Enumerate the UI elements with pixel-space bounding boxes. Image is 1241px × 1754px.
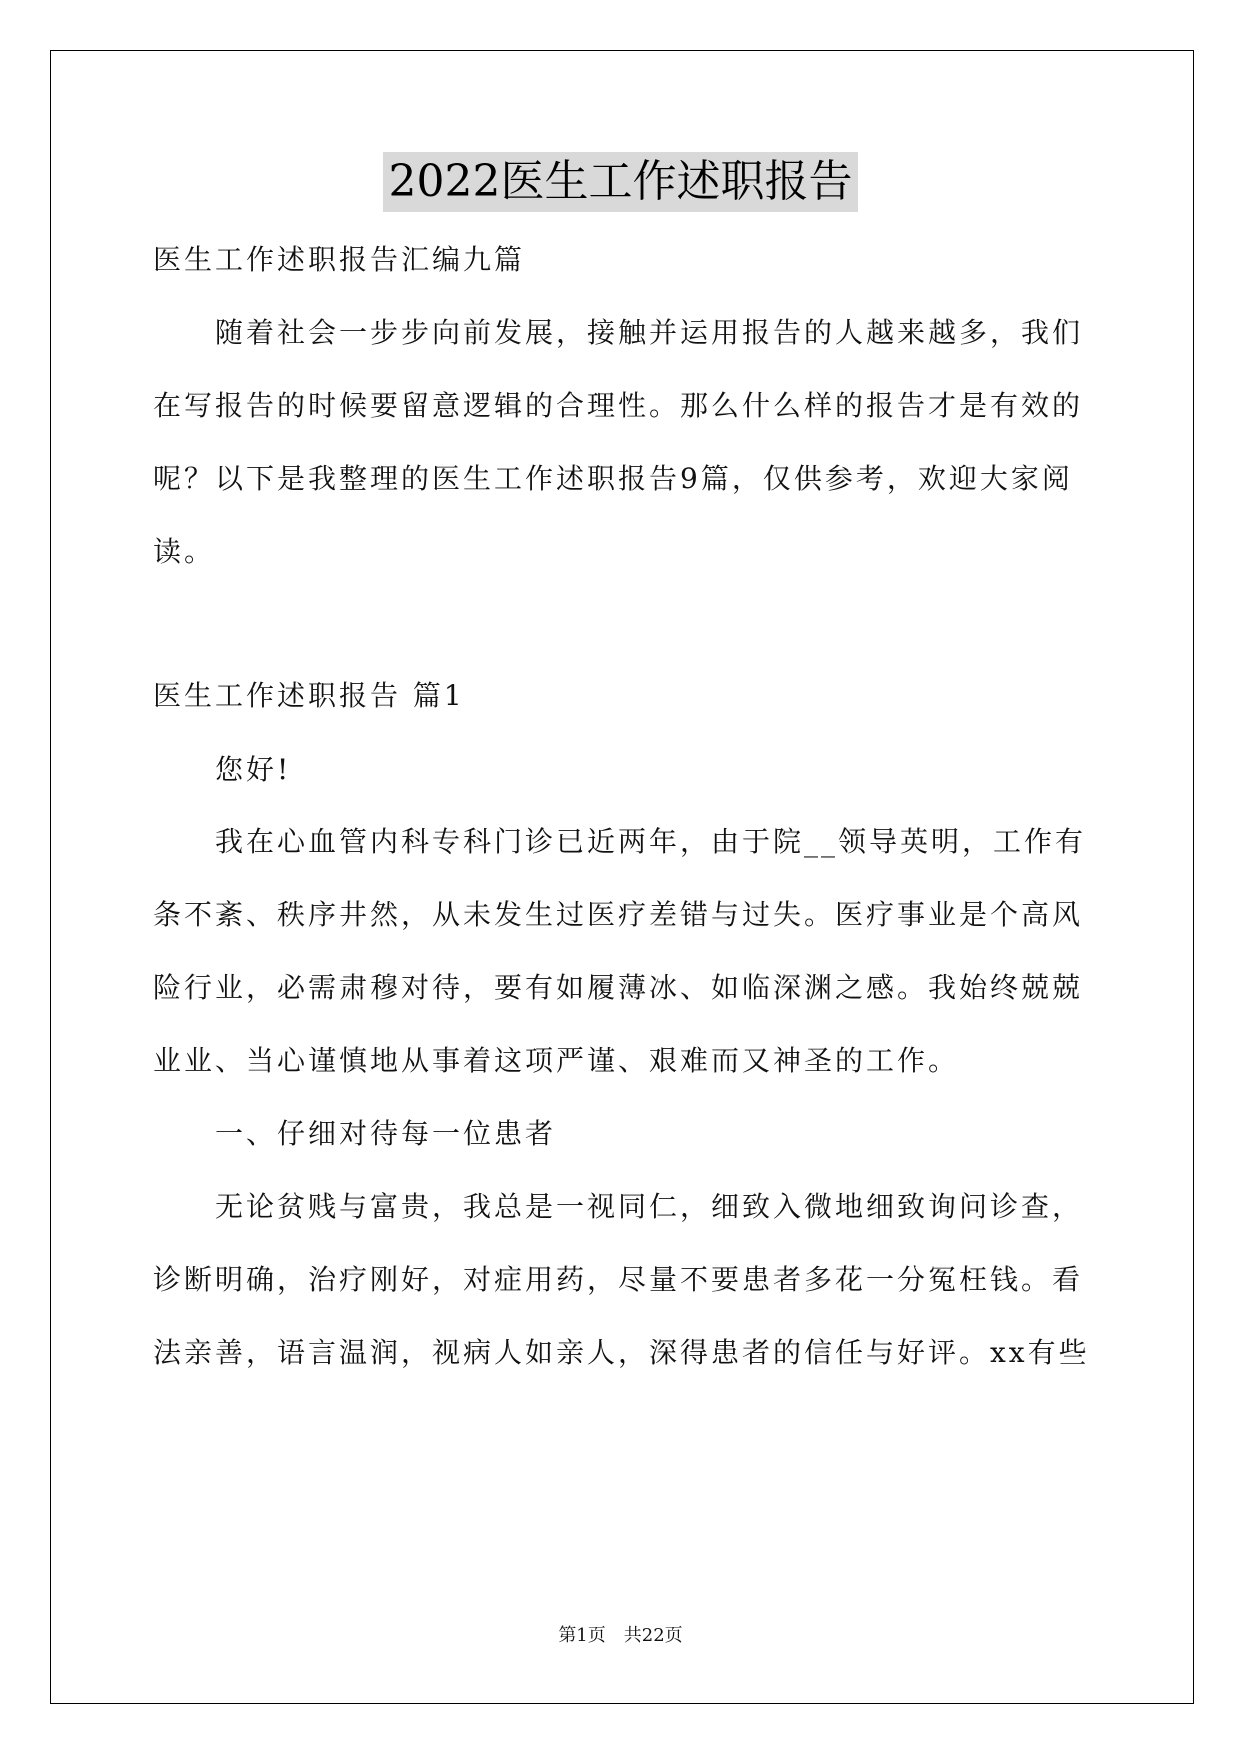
title-container [0,152,1241,212]
document-title: 2022医生工作述职报告 [383,152,859,212]
intro-line: 随着社会一步步向前发展，接触并运用报告的人越来越多，我们 [215,316,1084,349]
document-subtitle: 医生工作述职报告汇编九篇 [153,243,526,276]
point-heading: 一、仔细对待每一位患者 [215,1117,557,1150]
paragraph-line: 业业、当心谨慎地从事着这项严谨、艰难而又神圣的工作。 [153,1044,960,1077]
greeting: 您好! [215,753,292,786]
paragraph-line: 险行业，必需肃穆对待，要有如履薄冰、如临深渊之感。我始终兢兢 [153,971,1084,1004]
paragraph-line: 条不紊、秩序井然，从未发生过医疗差错与过失。医疗事业是个高风 [153,898,1084,931]
section-heading: 医生工作述职报告 篇1 [153,679,465,712]
paragraph-line: 诊断明确，治疗刚好，对症用药，尽量不要患者多花一分冤枉钱。看 [153,1263,1084,1296]
paragraph-line: 法亲善，语言温润，视病人如亲人，深得患者的信任与好评。xx有些 [153,1336,1090,1369]
intro-line: 读。 [153,535,216,568]
page-border [50,50,1194,1704]
paragraph-line: 我在心血管内科专科门诊已近两年，由于院__领导英明，工作有 [215,825,1087,858]
paragraph-line: 无论贫贱与富贵，我总是一视同仁，细致入微地细致询问诊查， [215,1190,1084,1223]
intro-line: 在写报告的时候要留意逻辑的合理性。那么什么样的报告才是有效的 [153,389,1084,422]
page-footer: 第1页 共22页 [558,1625,683,1646]
intro-line: 呢？以下是我整理的医生工作述职报告9篇，仅供参考，欢迎大家阅 [153,462,1073,495]
